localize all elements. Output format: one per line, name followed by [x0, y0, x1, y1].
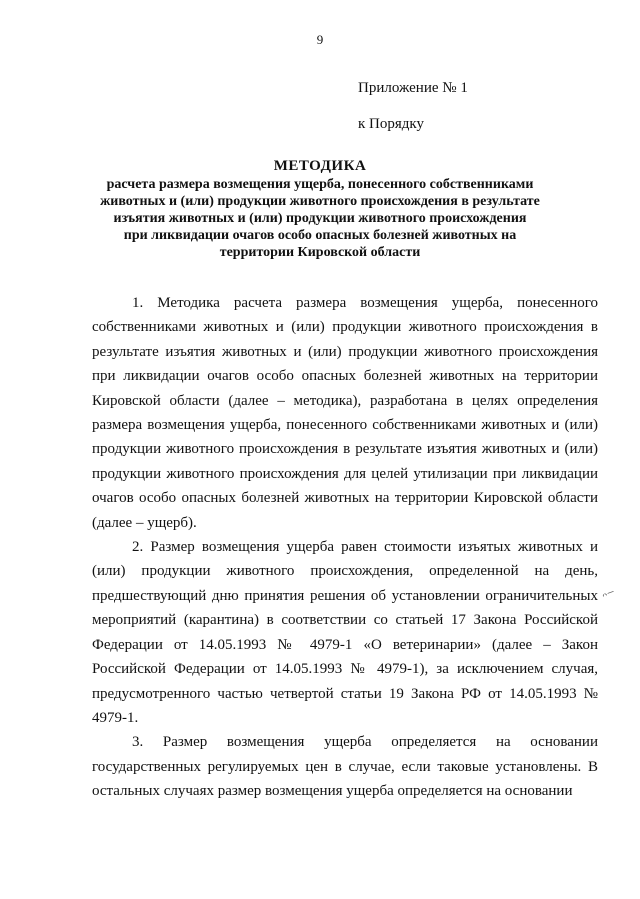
appendix-reference: к Порядку — [358, 116, 424, 132]
appendix-label: Приложение № 1 — [358, 80, 468, 96]
document-subtitle: расчета размера возмещения ущерба, понесенного собственниками животных и (или) продукции животного происхождения в результате изъятия животных и (или) продукции животного происхождения при ликвидации очагов особо опасных болезней животных на территории Кировской области — [100, 177, 540, 260]
document-body — [92, 291, 598, 804]
page-number: 9 — [316, 32, 324, 47]
paragraph-3: 3. Размер возмещения ущерба определяется на основании государственных регулируемых цен в случае, если таковые установлены. В остальных случаях размер возмещения ущерба определяется на основании — [92, 734, 598, 800]
paragraph-1: 1. Методика расчета размера возмещения ущерба, понесенного собственниками животных и (или) продукции животного происхождения в результате изъятия животных и (или) продукции животного происхождения при ликвидации очагов особо опасных болезней животных на территории Кировской области (далее – методика), разработана в целях определения размера возмещения ущерба, понесенного собственниками животных и (или) продукции животного происхождения в результате изъятия животных и (или) продукции животного происхождения для целей утилизации при ликвидации очагов особо опасных болезней животных на территории Кировской области (далее – ущерб). — [92, 295, 598, 531]
handwritten-margin-mark: ᵔ⁻ — [600, 586, 619, 607]
document-title: МЕТОДИКА — [273, 158, 367, 174]
paragraph-2: 2. Размер возмещения ущерба равен стоимости изъятых животных и (или) продукции животного происхождения, определенной на день, предшествующий дню принятия решения об установлении ограничительных мероприятий (карантина) в соответствии со статьей 17 Закона Российской Федерации от 14.05.1993 № 4979-1 «О ветеринарии» (далее – Закон Российской Федерации от 14.05.1993 № 4979-1), за исключением случая, предусмотренного частью четвертой статьи 19 Закона РФ от 14.05.1993 № 4979-1. — [92, 539, 598, 726]
